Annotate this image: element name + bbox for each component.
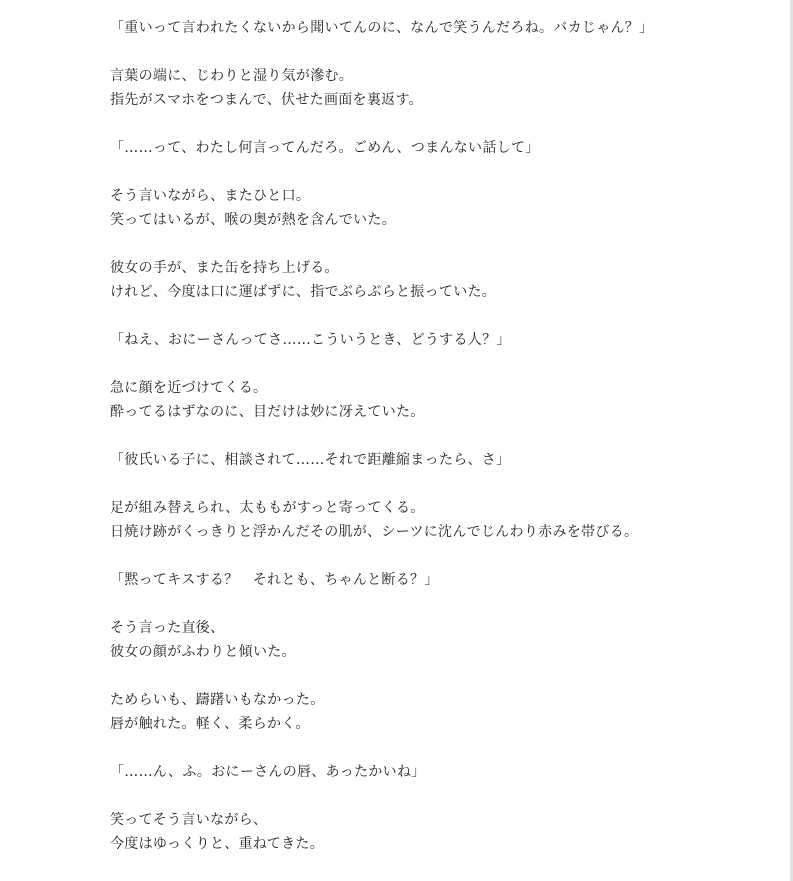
text-line: 指先がスマホをつまんで、伏せた画面を裏返す。 xyxy=(110,92,423,108)
paragraph xyxy=(110,16,750,40)
paragraph xyxy=(110,328,750,352)
paragraph xyxy=(110,184,750,232)
text-line: 彼女の手が、また缶を持ち上げる。 xyxy=(110,260,339,276)
text-line: 笑ってそう言いながら、 xyxy=(110,812,268,828)
paragraph xyxy=(110,136,750,160)
text-line: そう言いながら、またひと口。 xyxy=(110,188,311,204)
story-text xyxy=(110,16,750,880)
text-line: 「重いって言われたくないから聞いてんのに、なんで笑うんだろね。バカじゃん？」 xyxy=(110,20,654,36)
paragraph xyxy=(110,760,750,784)
text-line: 「……って、わたし何言ってんだろ。ごめん、つまんない話して」 xyxy=(110,140,540,156)
paragraph xyxy=(110,616,750,664)
paragraph xyxy=(110,376,750,424)
text-line: 足が組み替えられ、太ももがすっと寄ってくる。 xyxy=(110,500,425,516)
paragraph xyxy=(110,256,750,304)
text-line: ためらいも、躊躇いもなかった。 xyxy=(110,692,325,708)
text-line: 急に顔を近づけてくる。 xyxy=(110,380,268,396)
paragraph xyxy=(110,568,750,592)
text-line: 「彼氏いる子に、相談されて……それで距離縮まったら、さ」 xyxy=(110,452,511,468)
text-line: 彼女の顔がふわりと傾いた。 xyxy=(110,644,296,660)
text-line: 「黙ってキスする？ それとも、ちゃんと断る？」 xyxy=(110,572,439,588)
text-line: 酔ってるはずなのに、目だけは妙に冴えていた。 xyxy=(110,404,425,420)
paragraph xyxy=(110,688,750,736)
text-line: 今度はゆっくりと、重ねてきた。 xyxy=(110,836,325,852)
text-line: 「ねえ、おにーさんってさ……こういうとき、どうする人？」 xyxy=(110,332,511,348)
text-line: 「……ん、ふ。おにーさんの唇、あったかいね」 xyxy=(110,764,426,780)
text-line: 日焼け跡がくっきりと浮かんだその肌が、シーツに沈んでじんわり赤みを帯びる。 xyxy=(110,524,639,540)
text-line: 笑ってはいるが、喉の奥が熱を含んでいた。 xyxy=(110,212,396,228)
paragraph xyxy=(110,808,750,856)
text-line: そう言った直後、 xyxy=(110,620,225,636)
paragraph xyxy=(110,64,750,112)
text-line: 唇が触れた。軽く、柔らかく。 xyxy=(110,716,310,732)
text-line: 言葉の端に、じわりと湿り気が滲む。 xyxy=(110,68,354,84)
text-line: けれど、今度は口に運ばずに、指でぶらぶらと振っていた。 xyxy=(110,284,497,300)
paragraph xyxy=(110,448,750,472)
paragraph xyxy=(110,496,750,544)
